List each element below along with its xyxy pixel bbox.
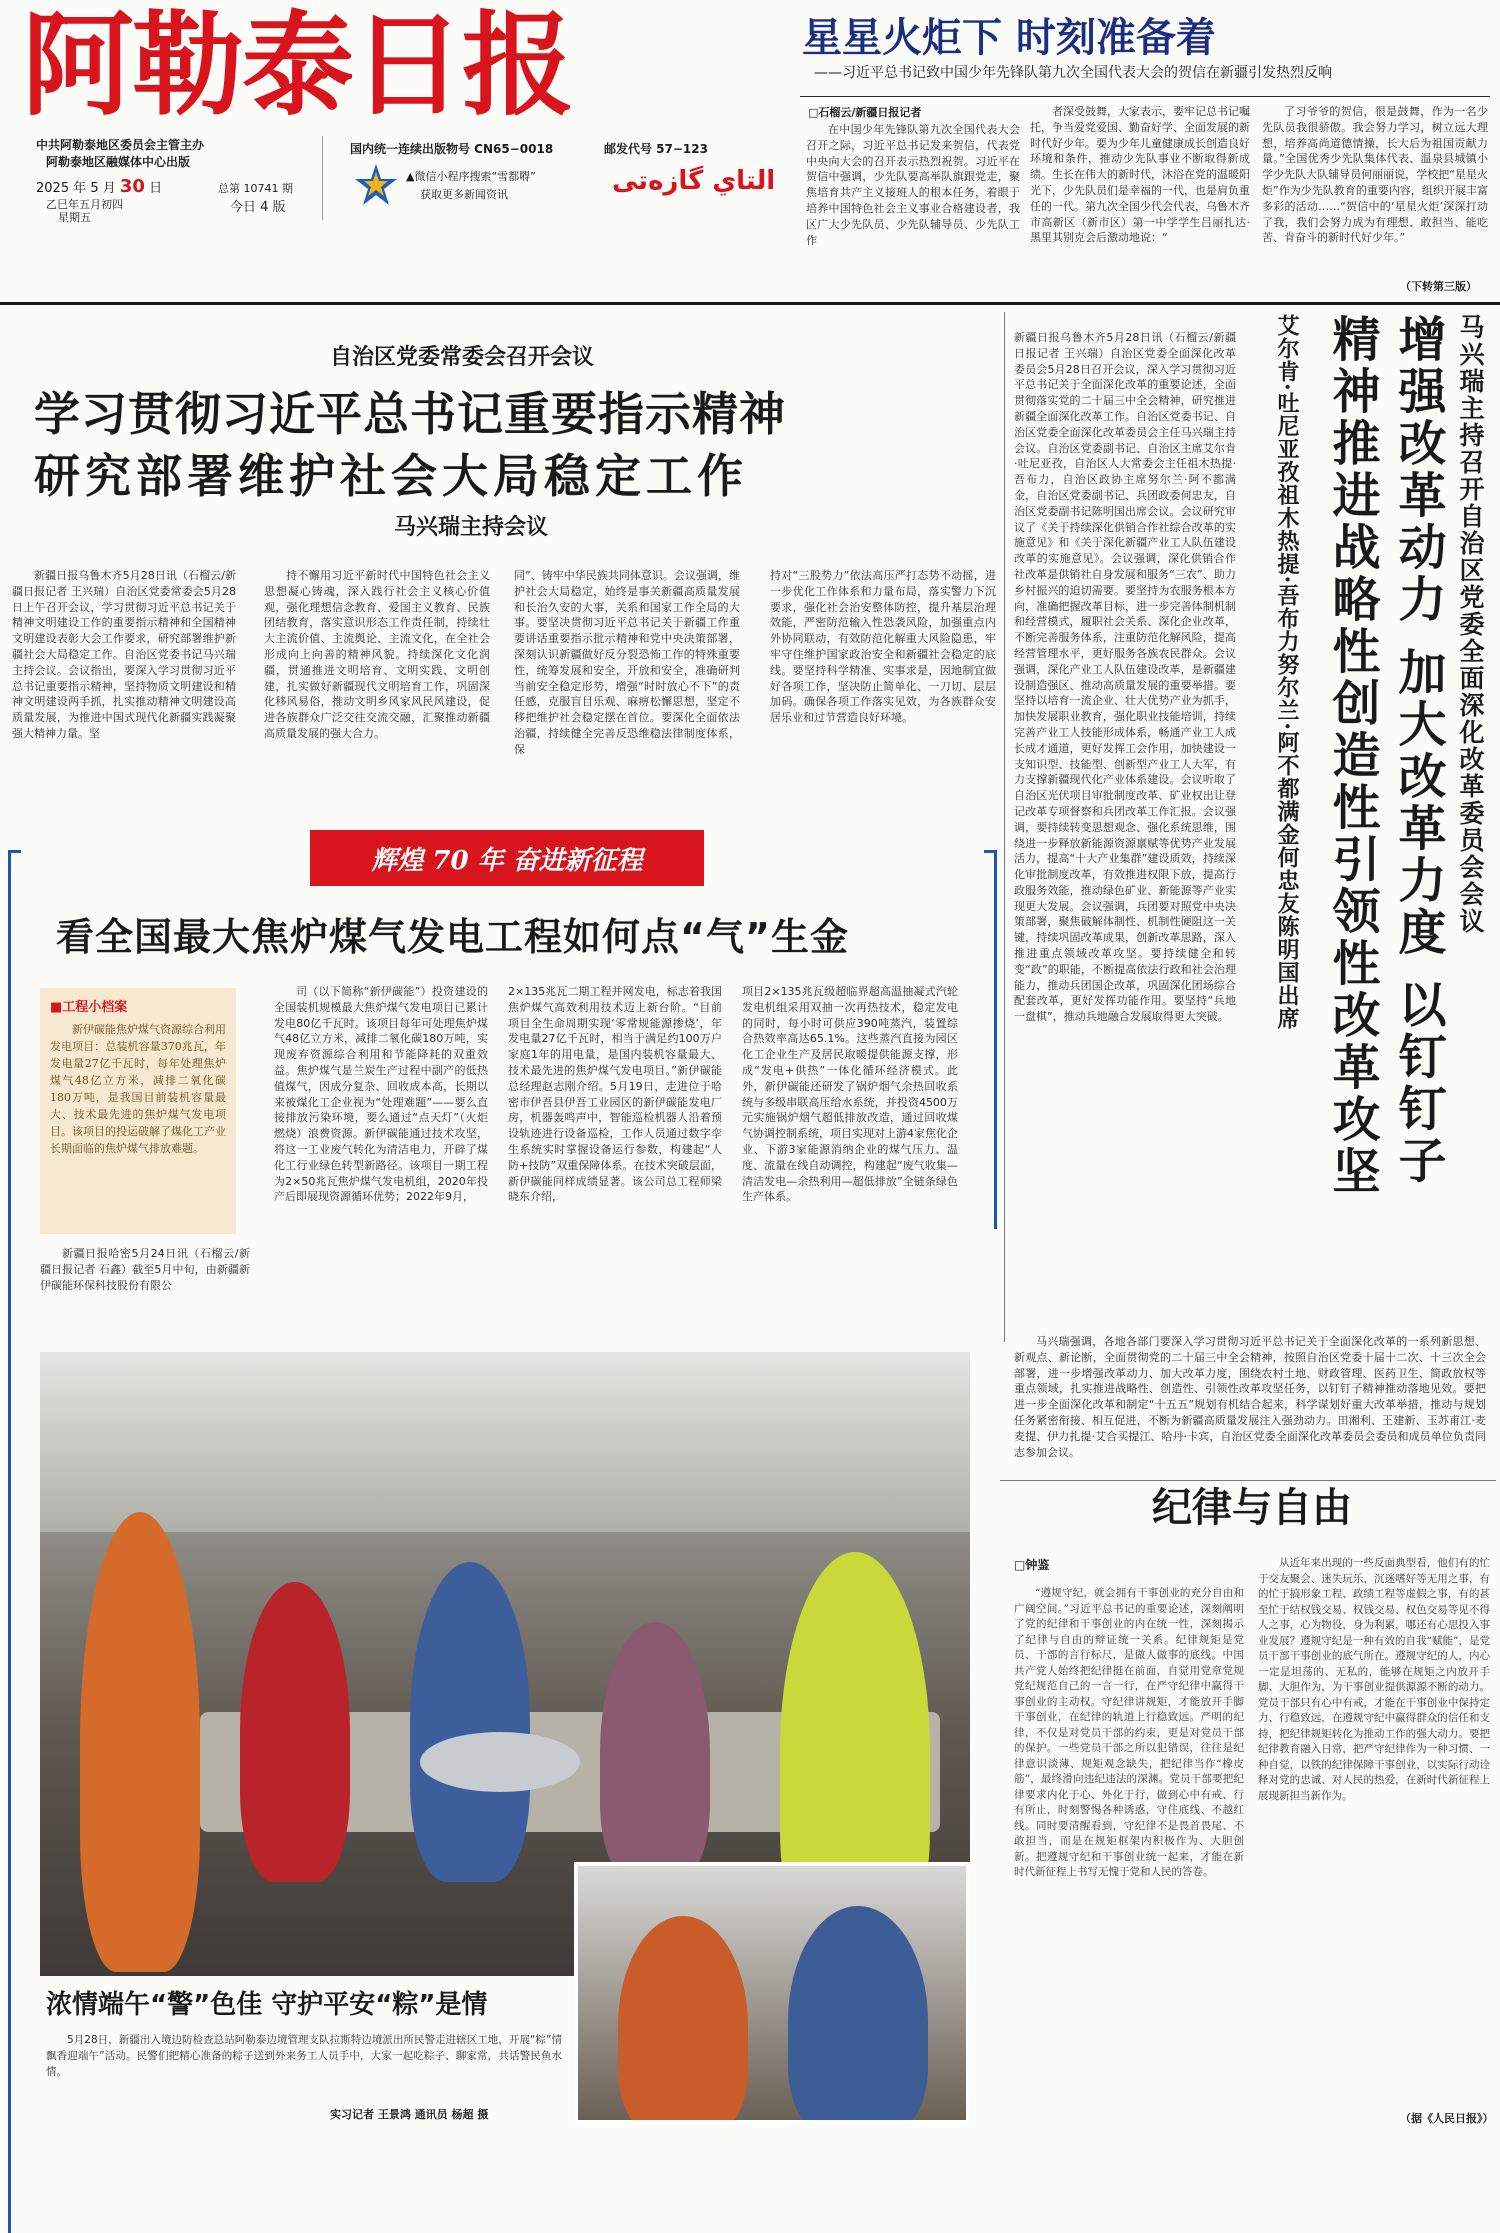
kazakh-title: التاي گازەتى — [612, 166, 776, 196]
lunar-date: 乙巳年五月初四 — [46, 198, 123, 211]
photo-person-2 — [240, 1582, 350, 1882]
star-logo — [352, 162, 400, 210]
wechat-line-1: ▲微信小程序搜索“雪都嘚” — [406, 170, 536, 183]
feature-col-2: 司（以下简称“新伊碳能”）投资建设的全国装机规模最大焦炉煤气发电项目已累计发电80亿千瓦时。该项目每年可处理焦炉煤气48亿立方米，减排二氧化碳180万吨，实现废弃资源综合利用和节能降耗的双重效益。焦炉煤气是兰炭生产过程中副产的低热值煤气，因成分复杂、回收成本高，长期以来被煤化工企业视为“处理难题”——要么直接排放污染环境，要么通过“点天灯”（火炬燃烧）浪费资源。新伊碳能通过技术攻坚，将这一工业废气转化为清洁电力，开辟了煤化工行业绿色转型新路径。该项目一期工程为2×50兆瓦焦炉煤气发电机组，2020年投产后即展现资源循环优势；2022年9月， — [274, 985, 488, 1204]
date-suffix: 日 — [149, 181, 163, 196]
star-logo-icon — [352, 162, 400, 210]
reform-title-2: 增强改革动力 加大改革力度 以钉钉子 — [1390, 314, 1446, 1188]
commentary-col-2: 从近年来出现的一些反面典型看，他们有的忙于交友聚会、迷失玩乐，沉迷嗜好等无用之事，有的忙于搞形象工程、政绩工程等虚假之事，有的甚至忙于结权钱交易、权钱交易、权色交易等见不得人之事，心为物役，身为利累，哪还有心思投入事业发展？遵规守纪是一种有效的自我“赋能”，是党员干部干事创业的底气所在。遵规守纪的人，内心一定是坦荡的、无私的，能够在规矩之内放开手脚、大胆作为，为干事创业提供源源不断的动力。党员干部只有心中有戒，才能在干事创业中保持定力、行稳致远，在遵规守纪中赢得群众的信任和支持，把纪律规矩转化为推动工作的强大动力。要把纪律教育融入日常，把严守纪律作为一种习惯、一种自觉，以铁的纪律保障干事创业，以实际行动诠释对党的忠诚、对人民的热爱，在新时代新征程上展现新担当新作为。 — [1258, 1557, 1490, 1802]
lead-title-line-2: 研究部署维护社会大局稳定工作 — [34, 449, 748, 503]
lead-col-4: 持对“三股势力”依法高压严打态势不动摇，进一步优化工作体系和力量布局，落实警力下沉要求，强化社会治安整体防控，提升基层治理效能，严密防范输入性恐袭风险，加强重点内外协同联动，有效防范化解重大风险隐患，牢牢守住维护国家政治安全和新疆社会稳定的底线。要坚持科学精准、实事求是，因地制宜做好各项工作，坚决防止简单化、一刀切、层层加码。确保各项工作落实见效，为各族群众安居乐业和过节营造良好环境。 — [770, 569, 996, 725]
feature-col-4: 项目2×135兆瓦级超临界超高温抽凝式汽轮发电机组采用双抽一次再热技术，稳定发电的同时，每小时可供应390吨蒸汽，装置综合热效率高达65.1%。这些蒸汽直接为园区化工企业生产及居民取暖提供能源支撑，形成“发电+供热”一体化循环经济模式。此外，新伊碳能还研发了锅炉烟气余热回收系统与多级串联高压给水系统，并投资4500万元实施锅炉烟气超低排放改造，通过回收煤气协调控制系统，项目实现对上游4家焦化企业、下游3家能源消纳企业的煤气压力、温度、流量在线自动调控，构建起“废气收集—清洁发电—余热利用—超低排放”全链条绿色生产体系。 — [742, 985, 958, 1204]
inset-photo — [574, 1862, 970, 2124]
feature-bracket-right — [984, 850, 997, 1229]
post-number: 邮发代号 57−123 — [604, 142, 708, 156]
right-column-divider — [1004, 312, 1005, 1342]
reform-col-bottom: 马兴瑞强调，各地各部门要深入学习贯彻习近平总书记关于全面深化改革的一系列新思想、新观点、新论断，全面贯彻党的二十届三中全会精神，按照自治区党委十届十二次、十三次全会部署，进一步增强改革动力、加大改革力度，围绕农村土地、财政管理、医药卫生、简政放权等重点领域，扎实推进战略性、创造性、引领性改革攻坚任务，以钉钉子精神推动落地见效。要把进一步全面深化改革和制定“十五五”规划有机结合起来，科学谋划好重大改革举措，推动与规划任务紧密衔接、相互促进，不断为新疆高质量发展注入强劲动力。田湘利、王建新、玉苏甫江·麦麦提、伊力扎提·艾合买提江、哈丹·卡宾，自治区党委全面深化改革委员会委员和成员单位负责同志参加会议。 — [1014, 1335, 1486, 1459]
commentary-title: 纪律与自由 — [1152, 1485, 1352, 1531]
lead-col-3: 同”、铸牢中华民族共同体意识。会议强调，维护社会大局稳定，始终是事关新疆高质量发展和长治久安的大事，关系和国家工作全局的大事。要坚决贯彻习近平总书记关于新疆工作重要讲话重要指示批示精神和党中央决策部署，深刻认识新疆做好反分裂恐怖工作的特殊重要性，统筹发展和安全，开放和安全，准确研判当前安全稳定形势，增强“时时放心不下”的责任感，克服盲目乐观、麻痹松懈思想，坚定不移把维护社会稳定摆在首位。要深化全面依法治疆，持续健全完善反恐维稳法律制度体系，保 — [514, 569, 740, 756]
inset-person-2 — [788, 1906, 928, 2124]
commentary-byline: □钟鉴 — [1014, 1558, 1050, 1572]
sponsor-line-2: 阿勒泰地区融媒体中心出版 — [46, 155, 191, 169]
reform-title-1: 马兴瑞主持召开自治区党委全面深化改革委员会会议 — [1456, 314, 1485, 935]
feature-banner-text: 辉煌 70 年 奋进新征程 — [371, 845, 643, 876]
project-fact-box — [40, 988, 236, 1234]
newspaper-title: 阿勒泰日报 — [22, 0, 572, 131]
topstory-rule — [800, 96, 1490, 97]
photo-caption-text: 5月28日，新疆出入境边防检查总站阿勒泰边境管理支队拉斯特边境派出所民警走进辖区工地，开展“粽”情飘香迎端午”活动。民警们把精心准备的粽子送到外来务工人员手中，大家一起吃粽子、聊家常，共话警民鱼水情。 — [46, 2034, 562, 2078]
publish-date — [36, 176, 162, 197]
lead-title-line-1: 学习贯彻习近平总书记重要指示精神 — [34, 387, 786, 441]
pages-today: 今日 4 版 — [230, 200, 286, 215]
topstory-headline: 星星火炬下 时刻准备着 — [802, 14, 1216, 61]
reform-title-3: 精神推进战略性创造性引领性改革攻坚 — [1324, 314, 1380, 1198]
masthead-divider — [322, 136, 323, 220]
photo-person-4 — [600, 1622, 710, 1882]
weekday: 星期五 — [58, 211, 91, 224]
lead-col-1: 新疆日报乌鲁木齐5月28日讯（石榴云/新疆日报记者 王兴瑞）自治区党委常委会5月28日上午召开会议，学习贯彻习近平总书记关于精神文明建设工作的重要指示精神和全国精神文明建设表彰大会工作要求，研究部署维护新疆社会大局稳定工作。自治区党委书记马兴瑞主持会议。会议指出，要深入学习贯彻习近平总书记重要指示精神，坚持物质文明建设和精神文明建设两手抓，扎实推动精神文明建设高质量发展，为推进中国式现代化新疆实践凝聚强大精神力量。坚 — [12, 569, 236, 740]
date-day: 30 — [119, 176, 145, 197]
sponsor-line-1: 中共阿勒泰地区委员会主管主办 — [36, 138, 205, 152]
top-section-rule — [0, 302, 1500, 305]
feature-col-1: 新疆日报哈密5月24日讯（石榴云/新疆日报记者 石鑫）截至5月中旬，由新疆新伊碳能环保科技股份有限公 — [40, 1247, 250, 1292]
topstory-byline: □石榴云/新疆日报记者 — [808, 106, 922, 119]
topstory-continued: （下转第三版） — [1400, 280, 1477, 293]
topstory-col-1: 在中国少年先锋队第九次全国代表大会召开之际，习近平总书记发来贺信，代表党中央向大会的召开表示热烈祝贺。习近平在贺信中强调，少先队要高举队旗跟党走，聚焦培育共产主义接班人的根本任务，着眼于培养中国特色社会主义事业合格建设者，我区广大少先队员、少先队辅导员、少先队工作 — [806, 123, 1020, 247]
commentary-col-1: “遵规守纪，就会拥有干事创业的充分自由和广阔空间。”习近平总书记的重要论述，深刻阐明了党的纪律和干事创业的内在统一性，深刻揭示了纪律与自由的辩证统一关系。纪律规矩是党员、干部的言行标尺，是做人做事的底线。中国共产党人始终把纪律挺在前面，自觉用党章党规党纪规范自己的一言一行，在严守纪律中赢得干事创业的主动权。守纪律讲规矩，才能放开手脚干事创业，在纪律的轨道上行稳致远。严明的纪律，不仅是对党员干部的约束，更是对党员干部的保护。一些党员干部之所以犯错误，往往是纪律意识淡薄、规矩观念缺失，把纪律当作“橡皮筋”，最终滑向违纪违法的深渊。党员干部要把纪律要求内化于心、外化于行，做到心中有戒、行有所止，时刻警惕各种诱惑，守住底线、不越红线。同时要清醒看到，守纪律不是畏首畏尾、不敢担当，而是在规矩框架内积极作为、大胆创新。把遵规守纪和干事创业统一起来，才能在新时代新征程上书写无愧于党和人民的答卷。 — [1014, 1587, 1244, 1878]
topstory-subhead: ——习近平总书记致中国少年先锋队第九次全国代表大会的贺信在新疆引发热烈反响 — [814, 65, 1332, 81]
topstory-col-2: 者深受鼓舞，大家表示，要牢记总书记嘱托，争当爱党爱国、勤奋好学、全面发展的新时代好少年。要为少年儿童健康成长创造良好环境和条件，推动少先队事业不断取得新成绩。生长在伟大的新时代，沐浴在党的温暖阳光下，少先队员们是幸福的一代，也是肩负重任的一代。第九次全国少代会代表，乌鲁木齐市高新区（新市区）第一中学学生吕丽扎达·黑里其别克会后激动地说：“ — [1030, 105, 1250, 245]
reform-attendees: 艾尔肯·吐尼亚孜祖木热提·吾布力努尔兰·阿不都满金何忠友陈明国出席 — [1274, 314, 1300, 1030]
issue-total: 总第 10741 期 — [218, 182, 293, 195]
lead-col-2: 持不懈用习近平新时代中国特色社会主义思想凝心铸魂，深入践行社会主义核心价值观，强化理想信念教育、爱国主义教育、民族团结教育，落实意识形态工作责任制，持续壮大主流价值、主流舆论、主流文化，在全社会形成向上向善的精神风貌。持续深化文化润疆，贯通推进文明培育、文明实践、文明创建，扎实做好新疆现代文明培育工作，巩固深化移风易俗，推动文明乡风家风民风建设，促进各族群众广泛交往交流交融，汇聚推动新疆高质量发展的强大合力。 — [264, 569, 490, 740]
photo-basin — [420, 1732, 580, 1792]
photo-credit: 实习记者 王景鸿 通讯员 杨超 摄 — [330, 2108, 489, 2121]
photo-person-1 — [80, 1512, 200, 1972]
photo-ceiling — [40, 1352, 970, 1532]
feature-bracket-left — [8, 850, 21, 2233]
reform-col-top: 新疆日报乌鲁木齐5月28日讯（石榴云/新疆日报记者 王兴瑞）自治区党委全面深化改革委员会5月28日召开会议，深入学习贯彻习近平总书记关于全面深化改革的重要论述，全面贯彻落实党的二十届三中全会精神，研究推进新疆全面深化改革工作。自治区党委书记、自治区党委全面深化改革委员会主任马兴瑞主持会议。自治区党委副书记、自治区主席艾尔肯·吐尼亚孜，自治区人大常委会主任祖木热提·吾布力，自治区政协主席努尔兰·阿不都满金，自治区党委副书记、兵团政委何忠友，自治区党委副书记陈明国出席会议。会议研究审议了《关于持续深化供销合作社综合改革的实施意见》和《关于深化新疆产业工人队伍建设改革的实施意见》。会议强调，深化供销合作社改革是供销社自身发展和服务“三农”、助力乡村振兴的迫切需要。要坚持为农服务根本方向，准确把握改革目标，进一步完善体制机制和经营模式，履职社会关系、深化企业改革，不断完善服务体系，注重防范化解风险，提高经营管理水平，更好服务各族农民群众。会议强调，深化产业工人队伍建设改革，是新疆建设制造强区、推动高质量发展的重要举措。要坚持以培育一流企业、壮大优势产业为抓手，加快发展职业教育，强化职业技能培训，持续完善产业工人技能形成体系，畅通产业工人成长成才通道，更好发挥工会作用，加快建设一支知识型、技能型、创新型产业工人大军，有力支撑新疆现代化产业体系建设。会议听取了自治区光伏项目审批制度改革、矿业权出让登记改革专项督察和兵团改革工作汇报。会议强调，要持续转变思想观念、强化系统思维，围绕进一步释放新能源资源禀赋等优势产业发展活力，提高“十大产业集群”建设质效，持续深化审批制度改革，有效推进权限下放，提高行政服务效能，推动绿色矿业、新能源等产业实现更大发展。会议强调，兵团要对照党中央决策部署，聚焦破解体制性、机制性硬阻这一关键，持续巩固改革成果，创新改革思路，深入推进重点领域改革攻坚。要持续健全和转变“政”的职能，不断提高依法行政和社会治理能力，推动兵团国企改革，巩固深化团场综合配套改革，更好发挥功能作用。要坚持“兵地一盘棋”，推动兵地融合发展取得更大突破。 — [1014, 331, 1236, 1024]
feature-title: 看全国最大焦炉煤气发电工程如何点“气”生金 — [56, 915, 849, 959]
lead-kicker: 自治区党委常委会召开会议 — [330, 345, 595, 370]
photo-person-3 — [410, 1562, 530, 1882]
commentary-source: （据《人民日报》） — [1400, 2112, 1494, 2125]
lead-subtitle: 马兴瑞主持会议 — [394, 515, 549, 540]
feature-banner — [310, 830, 704, 886]
date-prefix: 2025 年 5 月 — [36, 181, 116, 196]
wechat-line-2: 获取更多新闻资讯 — [420, 188, 508, 201]
topstory-col-3: 了习爷爷的贺信，很是鼓舞，作为一名少先队员我很骄傲。我会努力学习，树立远大理想，培养高尚道德情操，长大后为祖国贡献力量。”全国优秀少先队集体代表、温泉县城镇小学少先队大队辅导员何丽丽说，学校把“星星火炬”作为少先队教育的重要内容，组织开展丰富多彩的活动……“贺信中的‘星星火炬’深深打动了我，我们会努力成为有理想、敢担当、能吃苦、肯奋斗的新时代好少年。” — [1262, 105, 1488, 245]
cn-number: 国内统一连续出版物号 CN65−0018 — [350, 142, 554, 156]
inset-person-1 — [618, 1916, 748, 2124]
fact-box-text: 新伊碳能焦炉煤气资源综合利用发电项目：总装机容量370兆瓦，年发电量27亿千瓦时，每年处理焦炉煤气48亿立方米，减排二氧化碳180万吨，是我国目前装机容量最大、技术最先进的焦炉煤气发电项目。该项目的投运破解了煤化工产业长期面临的焦炉煤气排放难题。 — [50, 1023, 226, 1155]
feature-col-3: 2×135兆瓦二期工程并网发电，标志着我国焦炉煤气高效利用技术迈上新台阶。“目前项目全生命周期实现‘零常规能源掺烧’，年发电量27亿千瓦时，相当于满足约100万户家庭1年的用电量，是国内装机容量最大、技术最先进的焦炉煤气发电项目。”新伊碳能总经理赵志刚介绍。5月19日，走进位于哈密市伊吾县伊吾工业园区的新伊碳能发电厂房，机器轰鸣声中，智能巡检机器人沿着预设轨迹进行设备巡检，工作人员通过数字孪生系统实时掌握设备运行参数，构建起“人防+技防”双重保障体系。在技术突破层面，新伊碳能同样成绩显著。该公司总工程师梁晓东介绍， — [508, 985, 722, 1204]
fact-box-title: ■工程小档案 — [50, 1000, 128, 1015]
photo-caption-title: 浓情端午“警”色佳 守护平安“粽”是情 — [46, 1990, 488, 2020]
